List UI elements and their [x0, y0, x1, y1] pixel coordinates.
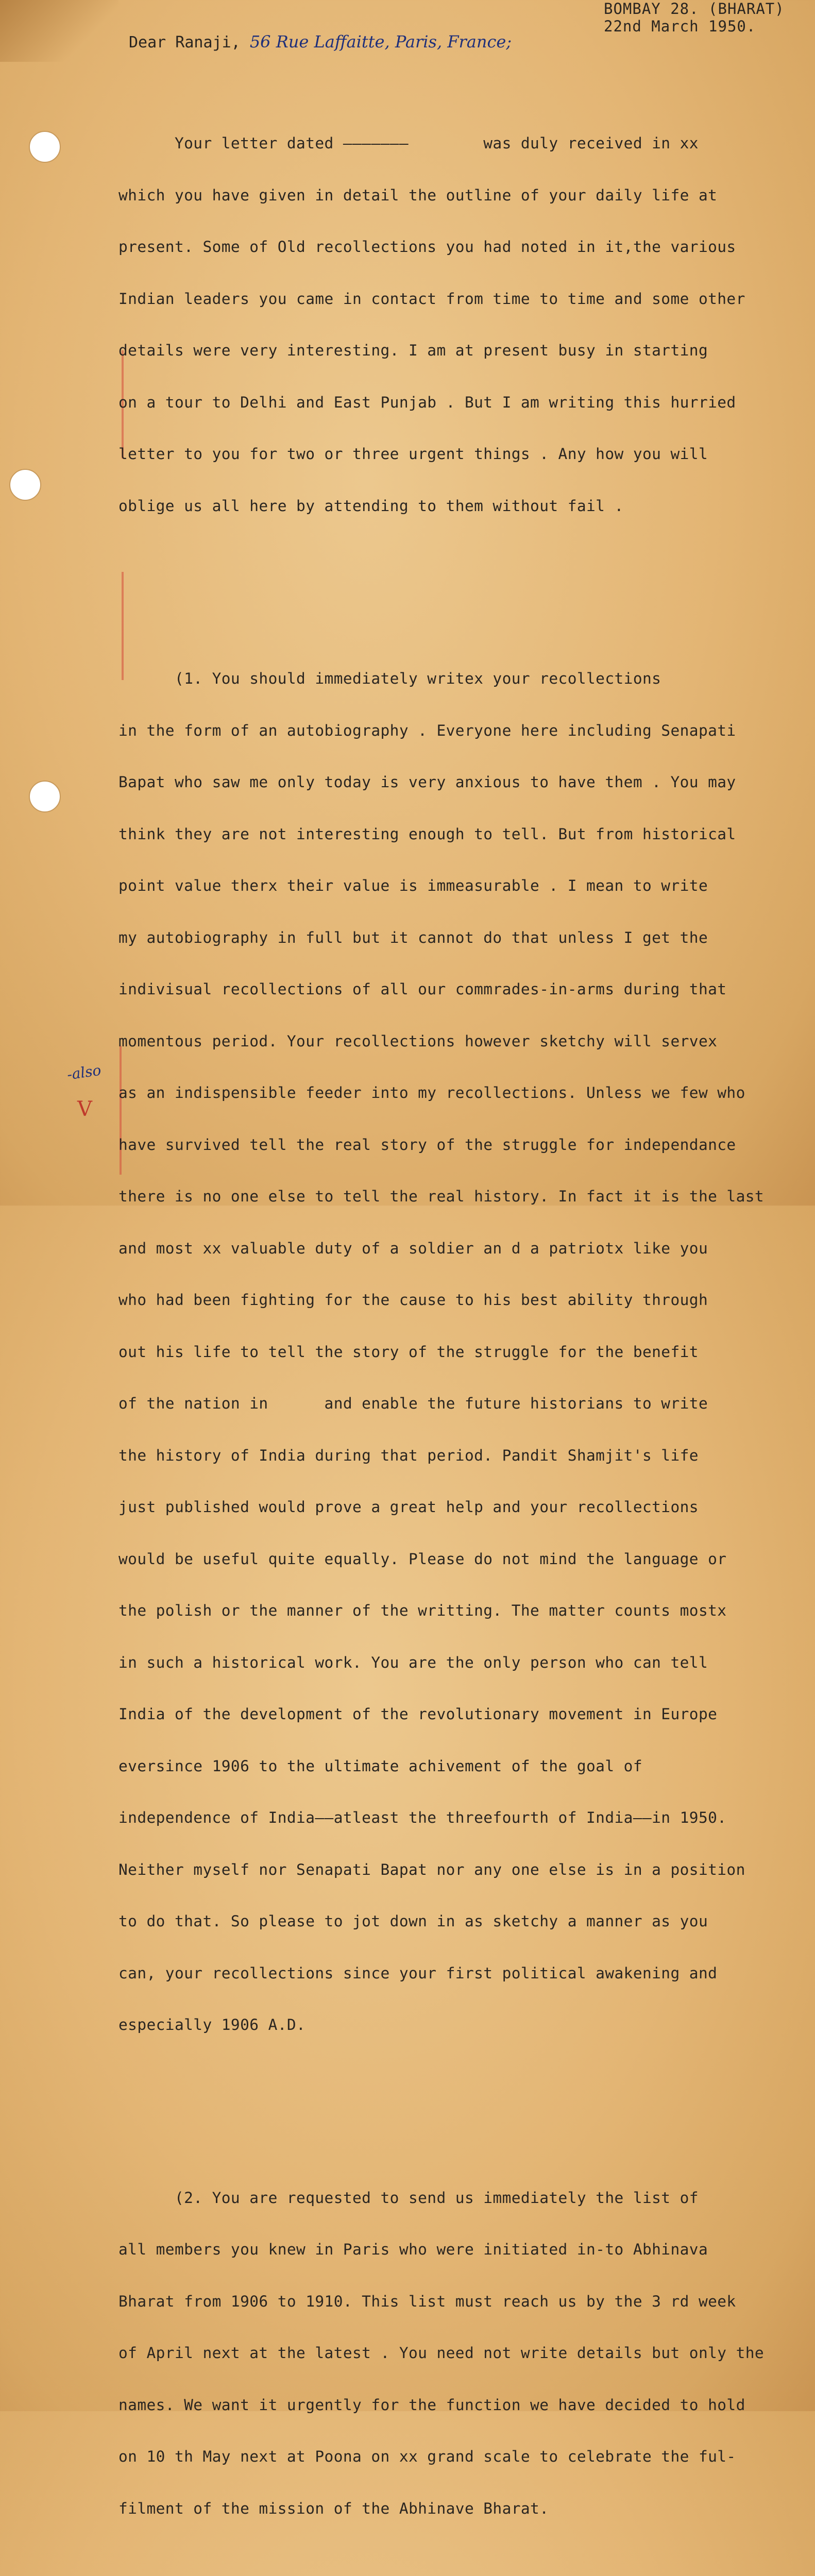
text-line: Indian leaders you came in contact from time to time and some other	[118, 290, 745, 308]
text-line: (2. You are requested to send us immediately the list of	[118, 2189, 699, 2207]
paragraph-point-2	[118, 2155, 809, 2552]
text-line: letter to you for two or three urgent things . Any how you will	[118, 445, 708, 463]
salutation-typed: Dear Ranaji,	[129, 33, 241, 52]
handwritten-address: 56 Rue Laffaitte, Paris, France;	[249, 32, 512, 52]
header-place: BOMBAY 28. (BHARAT)	[604, 0, 785, 18]
text-line: can, your recollections since your first political awakening and	[118, 1964, 718, 1982]
text-line: oblige us all here by attending to them without fail .	[118, 497, 624, 515]
text-line: point value therx their value is immeasurable . I mean to write	[118, 877, 708, 894]
text-line: Neither myself nor Senapati Bapat nor any one else is in a position	[118, 1860, 745, 1878]
text-line: India of the development of the revolutionary movement in Europe	[118, 1705, 718, 1723]
text-line: Your letter dated ——————— was duly received in xx	[118, 134, 699, 152]
text-line: momentous period. Your recollections however sketchy will servex	[118, 1032, 718, 1050]
text-line: filment of the mission of the Abhinave Bharat.	[118, 2499, 549, 2517]
text-line: to do that. So please to jot down in as sketchy a manner as you	[118, 1912, 708, 1930]
margin-note-also: -also	[66, 1061, 103, 1083]
torn-corner	[0, 0, 118, 62]
paragraph-point-1	[118, 636, 809, 2069]
text-line: have survived tell the real story of the struggle for independance	[118, 1136, 736, 1154]
text-line: in the form of an autobiography . Everyone here including Senapati	[118, 721, 736, 739]
text-line: my autobiography in full but it cannot do that unless I get the	[118, 928, 708, 946]
text-line: the polish or the manner of the writting. The matter counts mostx	[118, 1602, 727, 1619]
punch-hole-middle	[9, 469, 41, 501]
text-line: Bharat from 1906 to 1910. This list must reach us by the 3 rd week	[118, 2292, 736, 2310]
text-line: think they are not interesting enough to tell. But from historical	[118, 825, 736, 843]
text-line: indivisual recollections of all our commrades-in-arms during that	[118, 980, 727, 998]
text-line: as an indispensible feeder into my recollections. Unless we few who	[118, 1084, 745, 1101]
text-line: in such a historical work. You are the only person who can tell	[118, 1653, 708, 1671]
text-line: just published would prove a great help and your recollections	[118, 1498, 699, 1516]
text-line: independence of India——atleast the threefourth of India——in 1950.	[118, 1809, 727, 1826]
text-line: which you have given in detail the outline of your daily life at	[118, 186, 718, 204]
text-line: the history of India during that period. Pandit Shamjit's life	[118, 1446, 699, 1464]
text-line: on a tour to Delhi and East Punjab . But I am writing this hurried	[118, 393, 736, 411]
text-line: out his life to tell the story of the struggle for the benefit	[118, 1343, 699, 1361]
text-line: there is no one else to tell the real history. In fact it is the last	[118, 1188, 765, 1205]
text-line: of the nation in and enable the future historians to write	[118, 1395, 708, 1412]
text-line: and most xx valuable duty of a soldier an d a patriotx like you	[118, 1239, 708, 1257]
punch-hole-top	[29, 131, 61, 163]
text-line: Bapat who saw me only today is very anxious to have them . You may	[118, 773, 736, 791]
salutation	[129, 32, 512, 52]
text-line: of April next at the latest . You need not write details but only the	[118, 2344, 765, 2362]
text-line: (1. You should immediately writex your recollections	[118, 670, 661, 687]
paragraph-intro	[118, 100, 809, 549]
text-line: on 10 th May next at Poona on xx grand scale to celebrate the ful-	[118, 2448, 736, 2465]
punch-hole-bottom	[29, 781, 61, 812]
margin-check-mark: V	[77, 1097, 92, 1121]
text-line: details were very interesting. I am at present busy in starting	[118, 342, 708, 359]
letter-header	[604, 0, 785, 35]
letter-body	[118, 66, 809, 2576]
text-line: especially 1906 A.D.	[118, 2016, 306, 2033]
text-line: eversince 1906 to the ultimate achivement of the goal of	[118, 1757, 642, 1775]
text-line: all members you knew in Paris who were initiated in-to Abhinava	[118, 2241, 708, 2258]
text-line: would be useful quite equally. Please do not mind the language or	[118, 1550, 727, 1568]
text-line: present. Some of Old recollections you had noted in it,the various	[118, 238, 736, 256]
header-date: 22nd March 1950.	[604, 18, 756, 35]
text-line: who had been fighting for the cause to his best ability through	[118, 1291, 708, 1309]
text-line: names. We want it urgently for the function we have decided to hold	[118, 2396, 745, 2414]
